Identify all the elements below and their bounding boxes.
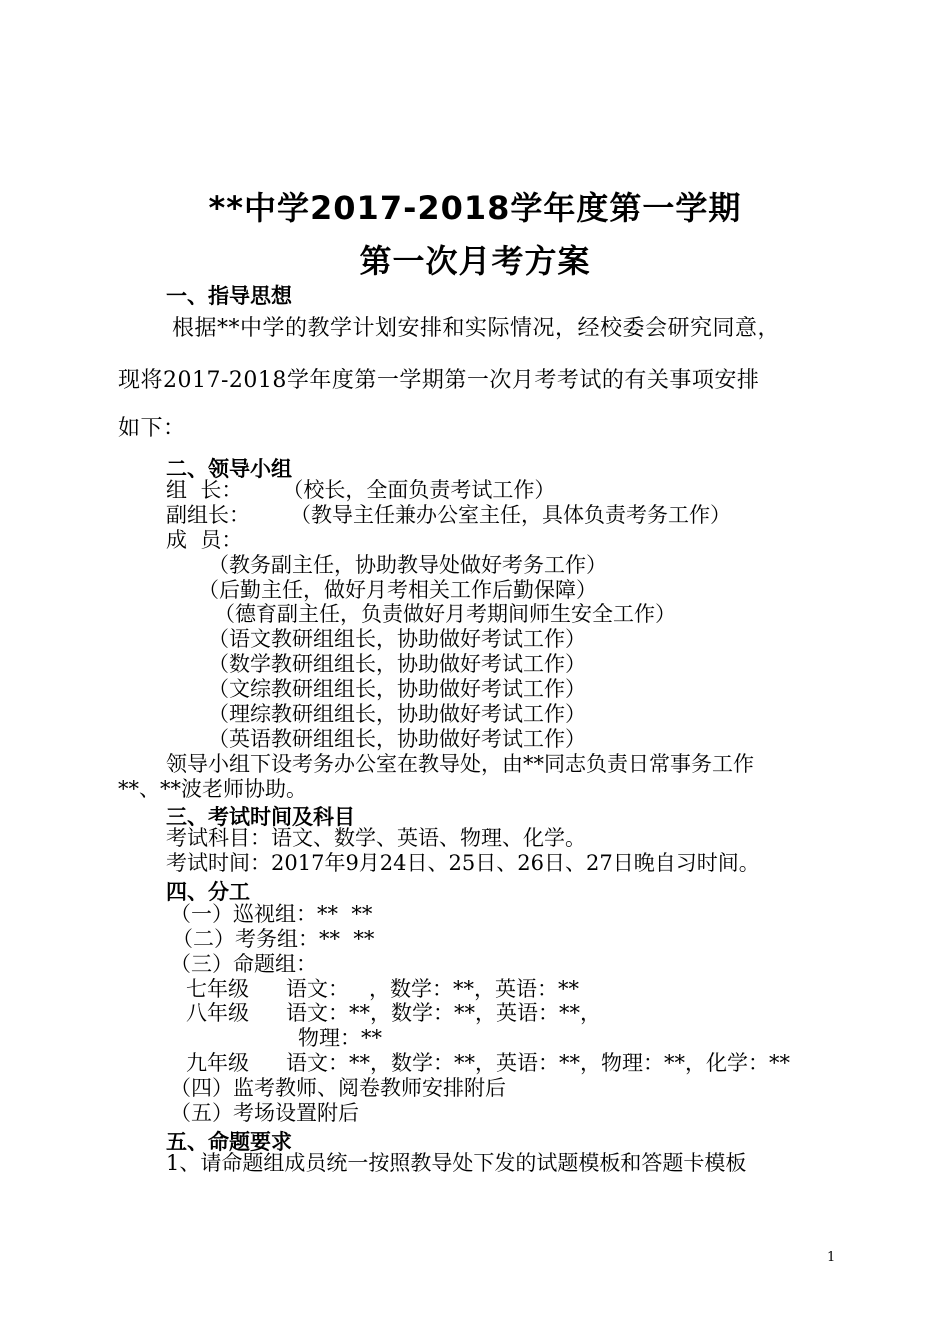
affairs-group: （二）考务组：** ** — [172, 927, 375, 951]
invigilation-arrangement: （四）监考教师、阅卷教师安排附后 — [170, 1076, 506, 1100]
section4-heading: 四、分工 — [166, 880, 250, 904]
grade7-text: 语文： ，数学：**，英语：** — [286, 977, 580, 1001]
grade8-text: 语文：**，数学：**，英语：**， — [286, 1001, 601, 1025]
section1-para-line3: 如下： — [118, 416, 186, 441]
member-item: （德育副主任，负责做好月考期间师生安全工作） — [214, 602, 676, 626]
doc-title-line2: 第一次月考方案 — [359, 242, 591, 280]
doc-title-line1: **中学2017-2018学年度第一学期 — [208, 189, 742, 227]
grade7-label: 七年级 — [186, 977, 249, 1001]
grade8-label: 八年级 — [186, 1001, 249, 1025]
patrol-group: （一）巡视组：** ** — [170, 902, 373, 926]
group-members-label: 成 员： — [166, 528, 243, 552]
grade9-label: 九年级 — [186, 1051, 249, 1075]
section2-heading: 二、领导小组 — [166, 457, 292, 481]
section3-heading: 三、考试时间及科目 — [166, 805, 355, 829]
member-item: （理综教研组组长，协助做好考试工作） — [208, 702, 586, 726]
exam-room-arrangement: （五）考场设置附后 — [170, 1101, 359, 1125]
grade8-text2: 物理：** — [298, 1026, 382, 1050]
member-item: （英语教研组组长，协助做好考试工作） — [208, 727, 586, 751]
exam-subjects: 考试科目：语文、数学、英语、物理、化学。 — [166, 826, 586, 850]
grade9-text: 语文：**，数学：**，英语：**，物理：**，化学：** — [286, 1051, 790, 1075]
member-item: （语文教研组组长，协助做好考试工作） — [208, 627, 586, 651]
exam-time: 考试时间：2017年9月24日、25日、26日、27日晚自习时间。 — [166, 851, 760, 875]
member-item: （教务副主任，协助教导处做好考务工作） — [208, 553, 607, 577]
page-number: 1 — [827, 1250, 836, 1265]
section1-heading: 一、指导思想 — [166, 284, 292, 308]
group-leader: 组 长： （校长，全面负责考试工作） — [166, 478, 556, 502]
member-item: （后勤主任，做好月考相关工作后勤保障） — [198, 578, 597, 602]
member-item: （数学教研组组长，协助做好考试工作） — [208, 652, 586, 676]
requirement-item1: 1、请命题组成员统一按照教导处下发的试题模板和答题卡模板 — [166, 1151, 747, 1175]
group-deputy: 副组长： （教导主任兼办公室主任，具体负责考务工作） — [166, 503, 732, 527]
section1-para-line1: 根据**中学的教学计划安排和实际情况，经校委会研究同意， — [172, 316, 781, 341]
office-line1: 领导小组下设考务办公室在教导处，由**同志负责日常事务工作 — [166, 752, 754, 776]
proposition-group: （三）命题组： — [170, 952, 317, 976]
section1-para-line2: 现将2017-2018学年度第一学期第一次月考考试的有关事项安排 — [118, 368, 760, 393]
office-line2: **、**波老师协助。 — [118, 777, 307, 801]
member-item: （文综教研组组长，协助做好考试工作） — [208, 677, 586, 701]
section5-heading: 五、命题要求 — [166, 1130, 292, 1154]
